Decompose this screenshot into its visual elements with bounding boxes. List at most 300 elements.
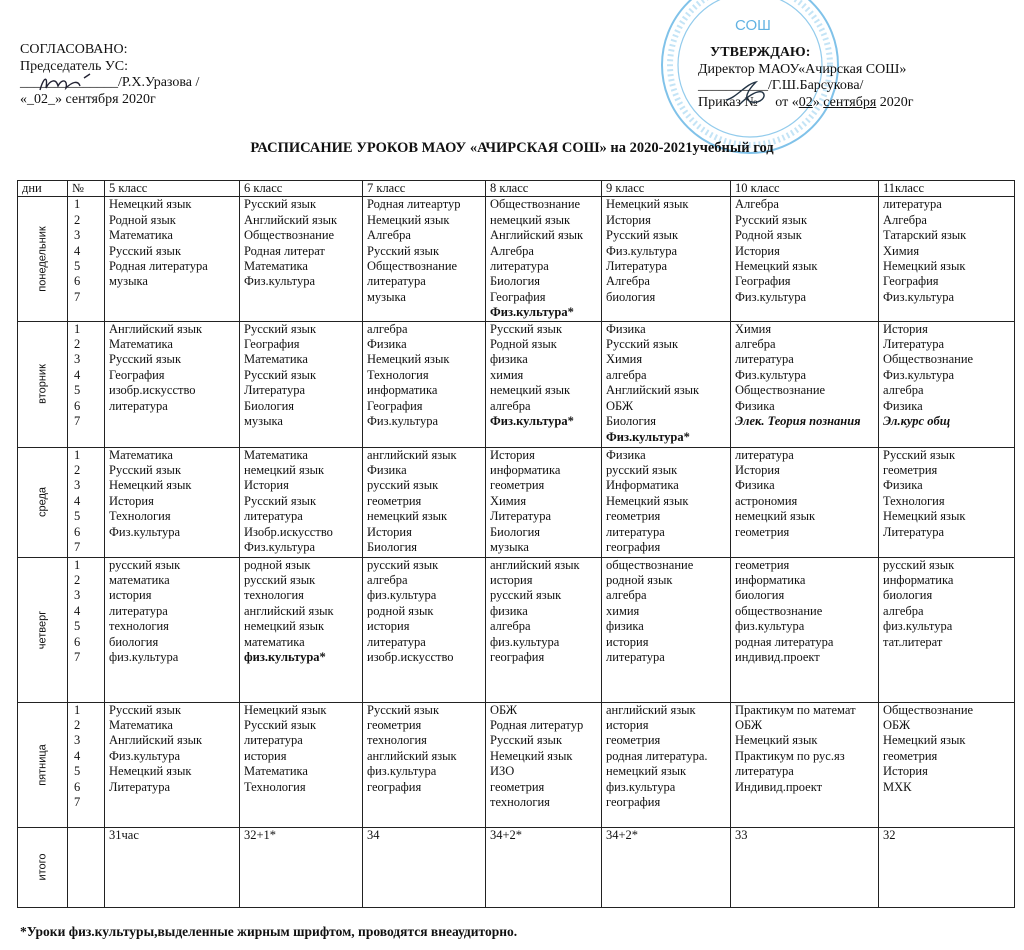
subject: Английский язык — [490, 228, 584, 243]
class-schedule-cell — [602, 557, 731, 702]
subject: геометрия — [883, 748, 938, 763]
subject: русский язык — [244, 573, 316, 588]
page-title: РАСПИСАНИЕ УРОКОВ МАОУ «АЧИРСКАЯ СОШ» на 2020-2021учебный год — [250, 140, 774, 156]
subject: Индивид.проект — [735, 779, 823, 794]
subject: Алгебра — [606, 274, 650, 289]
subject: Русский язык — [109, 243, 182, 258]
subject: Физика — [606, 447, 646, 462]
subject: География — [883, 274, 939, 289]
subject: алгебра — [367, 573, 408, 588]
subject: Русский язык — [606, 228, 679, 243]
subject: русский язык — [367, 478, 439, 493]
order-label: Приказ № — [698, 94, 758, 110]
class-schedule-cell — [879, 321, 1015, 447]
subject: биология — [109, 634, 159, 649]
class-schedule-cell — [240, 447, 363, 557]
subject: Физ.культура — [244, 274, 316, 289]
subject: история — [244, 748, 287, 763]
lesson-numbers — [68, 557, 105, 702]
class-schedule-cell — [602, 197, 731, 321]
subject: русский язык — [109, 557, 181, 572]
class-schedule-cell — [879, 447, 1015, 557]
footnote: *Уроки физ.культуры,выделенные жирным шрифтом, проводятся внеаудиторно. — [20, 924, 518, 939]
subject: Русский язык — [244, 718, 317, 733]
approval-left-date: «_02_» сентября 2020г — [20, 91, 156, 107]
subject: геометрия — [490, 779, 545, 794]
lesson-number: 6 — [74, 398, 81, 413]
class-schedule-cell — [363, 197, 486, 321]
class-schedule-cell — [731, 557, 879, 702]
header-class: 7 класс — [363, 181, 486, 197]
subject: Немецкий язык — [883, 259, 966, 274]
header-class: 11класс — [879, 181, 1015, 197]
subject: Физ.культура — [606, 243, 678, 258]
subject: Русский язык — [244, 197, 317, 212]
subject: Физ.культура — [735, 367, 807, 382]
subject: Технология — [367, 367, 429, 382]
day-label: понедельник — [35, 226, 48, 292]
class-schedule-cell — [486, 447, 602, 557]
subject: География — [244, 337, 300, 352]
subject: физ.культура — [883, 619, 953, 634]
lesson-number: 5 — [74, 509, 81, 524]
lesson-number: 4 — [74, 243, 81, 258]
subject: Практикум по математ — [735, 702, 856, 717]
lesson-number: 2 — [74, 718, 81, 733]
order-date-prefix: от « — [775, 94, 799, 110]
lesson-number: 5 — [74, 619, 81, 634]
subject: музыка — [490, 540, 529, 555]
subject: Родная литеартур — [367, 197, 461, 212]
subject: Химия — [883, 243, 920, 258]
subject: литература — [735, 447, 794, 462]
subject: немецкий язык — [244, 463, 325, 478]
lesson-number: 6 — [74, 634, 81, 649]
subject: Обществознание — [735, 383, 826, 398]
lesson-number: 3 — [74, 588, 81, 603]
subject: Алгебра — [735, 197, 779, 212]
subject: физика — [606, 619, 644, 634]
subject: МХК — [883, 779, 912, 794]
subject: изобр.искусство — [367, 650, 454, 665]
subject: немецкий язык — [244, 619, 325, 634]
subject: литература — [490, 259, 549, 274]
subject: Немецкий язык — [883, 509, 966, 524]
subject: Русский язык — [735, 212, 808, 227]
subject: ОБЖ — [490, 702, 518, 717]
class-schedule-cell — [105, 702, 240, 827]
subject: геометрия — [883, 463, 938, 478]
subject: химия — [606, 603, 640, 618]
subject: технология — [109, 619, 169, 634]
subject: Английский язык — [109, 733, 203, 748]
subject: география — [606, 795, 661, 810]
subject: Химия — [735, 321, 772, 336]
approval-left — [20, 42, 199, 108]
subject: Физ.культура — [109, 748, 181, 763]
subject: алгебра — [735, 337, 776, 352]
subject: Математика — [109, 447, 173, 462]
subject: алгебра — [490, 619, 531, 634]
class-schedule-cell — [602, 447, 731, 557]
subject: География — [367, 398, 423, 413]
lesson-number: 7 — [74, 289, 81, 304]
subject: Математика — [244, 352, 308, 367]
subject: История — [244, 478, 289, 493]
subject: Татарский язык — [883, 228, 967, 243]
subject: алгебра — [490, 398, 531, 413]
subject: Технология — [109, 509, 171, 524]
subject: История — [490, 447, 535, 462]
totals-label: итого — [35, 853, 48, 881]
subject: Математика — [244, 764, 308, 779]
subject: Английский язык — [606, 383, 700, 398]
subject: физика — [490, 603, 528, 618]
subject: биология — [883, 588, 933, 603]
subject: география — [367, 779, 422, 794]
header-number: № — [68, 181, 105, 197]
subject: Родной язык — [109, 212, 176, 227]
subject: История — [883, 764, 928, 779]
subject: Математика — [109, 228, 173, 243]
subject: родная литература. — [606, 748, 708, 763]
subject: Физика — [883, 398, 923, 413]
subject: немецкий язык — [606, 764, 687, 779]
subject: Русский язык — [490, 733, 563, 748]
approval-right-label: УТВЕРЖДАЮ: — [710, 45, 811, 60]
subject: Физика — [883, 478, 923, 493]
subject: Немецкий язык — [490, 748, 573, 763]
subject: Физика — [367, 337, 407, 352]
class-schedule-cell — [486, 702, 602, 827]
subject: русский язык — [606, 463, 678, 478]
subject: Русский язык — [883, 447, 956, 462]
subject: технология — [244, 588, 304, 603]
lesson-number: 5 — [74, 383, 81, 398]
subject: немецкий язык — [490, 212, 571, 227]
lesson-number: 7 — [74, 540, 81, 555]
subject: Физика — [735, 478, 775, 493]
day-row-1 — [18, 321, 1015, 447]
approval-right — [698, 45, 914, 111]
subject: Литература — [244, 383, 305, 398]
day-label: четверг — [35, 610, 48, 649]
lesson-number: 2 — [74, 463, 81, 478]
lesson-number: 3 — [74, 478, 81, 493]
header-class: 9 класс — [602, 181, 731, 197]
lesson-number: 7 — [74, 795, 81, 810]
subject: Биология — [244, 398, 295, 413]
day-row-0 — [18, 197, 1015, 321]
subject: Русский язык — [367, 243, 440, 258]
subject: литература — [244, 509, 303, 524]
order-month: сентября — [823, 94, 877, 110]
subject: Химия — [606, 352, 643, 367]
subject: Физика — [735, 398, 775, 413]
subject: геометрия — [735, 557, 790, 572]
approval-left-label: СОГЛАСОВАНО: — [20, 42, 128, 57]
lesson-number: 1 — [74, 321, 81, 336]
lesson-number: 2 — [74, 573, 81, 588]
subject: Литература — [883, 524, 944, 539]
subject: Русский язык — [109, 352, 182, 367]
subject: Физ.культура* — [490, 414, 574, 429]
class-schedule-cell — [731, 447, 879, 557]
class-schedule-cell — [240, 702, 363, 827]
subject: индивид.проект — [735, 650, 820, 665]
subject: История — [735, 463, 780, 478]
subject: Изобр.искусство — [244, 524, 333, 539]
subject: русский язык — [367, 557, 439, 572]
class-schedule-cell — [731, 702, 879, 827]
lesson-numbers — [68, 447, 105, 557]
subject: История — [606, 212, 651, 227]
subject: Немецкий язык — [735, 733, 818, 748]
subject: математика — [109, 573, 170, 588]
total-hours: 31час — [105, 827, 240, 907]
lesson-number: 6 — [74, 524, 81, 539]
subject: Биология — [490, 274, 541, 289]
subject: биология — [735, 588, 785, 603]
subject: история — [490, 573, 533, 588]
subject: Алгебра — [883, 212, 927, 227]
lesson-number: 3 — [74, 228, 81, 243]
class-schedule-cell — [363, 447, 486, 557]
subject: алгебра — [883, 383, 924, 398]
subject: Физ.культура — [883, 289, 955, 304]
class-schedule-cell — [602, 321, 731, 447]
subject: ОБЖ — [883, 718, 911, 733]
subject: литература — [735, 764, 794, 779]
lesson-number: 1 — [74, 447, 81, 462]
subject: Немецкий язык — [883, 733, 966, 748]
lesson-number: 4 — [74, 493, 81, 508]
subject: География — [109, 367, 165, 382]
day-label: пятница — [35, 743, 48, 786]
subject: Русский язык — [244, 321, 317, 336]
subject: Родной язык — [735, 228, 802, 243]
subject: Математика — [244, 447, 308, 462]
order-date-mid: » — [812, 94, 824, 110]
subject: Биология — [367, 540, 418, 555]
subject: алгебра — [883, 603, 924, 618]
subject: родной язык — [244, 557, 311, 572]
subject: музыка — [367, 289, 406, 304]
lesson-number: 1 — [74, 702, 81, 717]
subject: Физ.культура — [883, 367, 955, 382]
subject: химия — [490, 367, 524, 382]
subject: история — [109, 588, 152, 603]
subject: немецкий язык — [735, 509, 816, 524]
subject: Физ.культура* — [490, 305, 574, 320]
subject: Русский язык — [109, 702, 182, 717]
total-hours: 34+2* — [486, 827, 602, 907]
subject: литература — [367, 634, 426, 649]
subject: литература — [109, 398, 168, 413]
total-hours: 32 — [879, 827, 1015, 907]
class-schedule-cell — [105, 447, 240, 557]
order-year: 2020г — [876, 94, 914, 110]
subject: родная литература — [735, 634, 834, 649]
subject: Литература — [490, 509, 551, 524]
subject: Русский язык — [244, 493, 317, 508]
subject: литература — [367, 274, 426, 289]
subject: История — [109, 493, 154, 508]
subject: Немецкий язык — [109, 764, 192, 779]
lesson-number: 3 — [74, 352, 81, 367]
subject: Литература — [606, 259, 667, 274]
subject: Практикум по рус.яз — [735, 748, 845, 763]
subject: биология — [606, 289, 656, 304]
subject: История — [883, 321, 928, 336]
lesson-number: 5 — [74, 764, 81, 779]
lesson-number: 4 — [74, 367, 81, 382]
subject: Английский язык — [109, 321, 203, 336]
subject: английский язык — [606, 702, 696, 717]
subject: информатика — [735, 573, 806, 588]
subject: Технология — [883, 493, 945, 508]
subject: геометрия — [490, 478, 545, 493]
header-days: дни — [18, 181, 68, 197]
approval-left-position: Председатель УС: — [20, 58, 128, 74]
total-hours: 34+2* — [602, 827, 731, 907]
lesson-number: 7 — [74, 650, 81, 665]
lesson-number: 3 — [74, 733, 81, 748]
subject: Русский язык — [490, 321, 563, 336]
subject: Химия — [490, 493, 527, 508]
subject: английский язык — [367, 748, 457, 763]
subject: обществознание — [735, 603, 823, 618]
subject: Физ.культура — [367, 414, 439, 429]
subject: обществознание — [606, 557, 694, 572]
subject: геометрия — [367, 493, 422, 508]
lesson-number: 1 — [74, 197, 81, 212]
subject: физ.культура — [367, 764, 437, 779]
order-day: 02 — [798, 94, 813, 110]
subject: Русский язык — [244, 367, 317, 382]
lesson-number: 6 — [74, 779, 81, 794]
subject: Немецкий язык — [109, 197, 192, 212]
approval-right-signature-line: __________/Г.Ш.Барсукова/ — [698, 78, 864, 93]
subject: Биология — [490, 524, 541, 539]
subject: Физика — [606, 321, 646, 336]
subject: геометрия — [606, 733, 661, 748]
approval-left-signature-line: ______________/Р.Х.Уразова / — [20, 75, 200, 90]
subject: алгебра — [367, 321, 408, 336]
subject: Обществознание — [883, 352, 974, 367]
day-row-2 — [18, 447, 1015, 557]
subject: алгебра — [606, 588, 647, 603]
subject: геометрия — [367, 718, 422, 733]
subject: Физ.культура — [109, 524, 181, 539]
class-schedule-cell — [879, 557, 1015, 702]
subject: география — [606, 540, 661, 555]
subject: Элек. Теория познания — [735, 414, 861, 429]
subject: Информатика — [606, 478, 679, 493]
subject: Родной язык — [490, 337, 557, 352]
subject: русский язык — [883, 557, 955, 572]
subject: физ.культура — [367, 588, 437, 603]
subject: Математика — [109, 718, 173, 733]
subject: литература — [606, 524, 665, 539]
totals-row — [18, 827, 1015, 907]
subject: Литература — [109, 779, 170, 794]
subject: Родная литератур — [490, 718, 584, 733]
approval-right-position: Директор МАОУ«Ачирская СОШ» — [698, 61, 907, 77]
subject: ОБЖ — [606, 398, 634, 413]
subject: литература — [244, 733, 303, 748]
subject: история — [606, 634, 649, 649]
subject: английский язык — [490, 557, 580, 572]
class-schedule-cell — [363, 321, 486, 447]
subject: родной язык — [606, 573, 673, 588]
subject: Обществознание — [490, 197, 581, 212]
total-hours: 33 — [731, 827, 879, 907]
subject: геометрия — [735, 524, 790, 539]
day-cell — [18, 321, 68, 447]
day-row-4 — [18, 702, 1015, 827]
subject: музыка — [109, 274, 148, 289]
subject: литература — [109, 603, 168, 618]
subject: история — [367, 619, 410, 634]
table-header-row — [18, 181, 1015, 197]
class-schedule-cell — [105, 321, 240, 447]
day-cell — [18, 447, 68, 557]
subject: информатика — [490, 463, 561, 478]
class-schedule-cell — [240, 557, 363, 702]
subject: ОБЖ — [735, 718, 763, 733]
lesson-number: 6 — [74, 274, 81, 289]
subject: География — [490, 289, 546, 304]
subject: ИЗО — [490, 764, 515, 779]
subject: Немецкий язык — [244, 702, 327, 717]
totals-label-cell — [18, 827, 68, 907]
subject: геометрия — [606, 509, 661, 524]
subject: География — [735, 274, 791, 289]
subject: информатика — [367, 383, 438, 398]
subject: литература — [606, 650, 665, 665]
class-schedule-cell — [105, 557, 240, 702]
class-schedule-cell — [363, 557, 486, 702]
header-class: 8 класс — [486, 181, 602, 197]
class-schedule-cell — [731, 197, 879, 321]
schedule-table — [17, 180, 1015, 908]
day-label: вторник — [35, 364, 48, 405]
subject: Биология — [606, 414, 657, 429]
subject: русский язык — [490, 588, 562, 603]
subject: технология — [490, 795, 550, 810]
subject: Эл.курс общ — [883, 414, 951, 429]
stamp-text: СОШ — [735, 17, 771, 34]
subject: Физ.культура — [244, 540, 316, 555]
class-schedule-cell — [363, 702, 486, 827]
lesson-numbers — [68, 702, 105, 827]
subject: Физика — [367, 463, 407, 478]
class-schedule-cell — [879, 197, 1015, 321]
subject: история — [606, 718, 649, 733]
subject: английский язык — [244, 603, 334, 618]
subject: История — [735, 243, 780, 258]
class-schedule-cell — [486, 197, 602, 321]
subject: литература — [883, 197, 942, 212]
subject: тат.литерат — [883, 634, 943, 649]
subject: Немецкий язык — [606, 493, 689, 508]
subject: Технология — [244, 779, 306, 794]
subject: математика — [244, 634, 305, 649]
subject: физ.культура — [735, 619, 805, 634]
total-hours: 34 — [363, 827, 486, 907]
empty-cell — [68, 827, 105, 907]
